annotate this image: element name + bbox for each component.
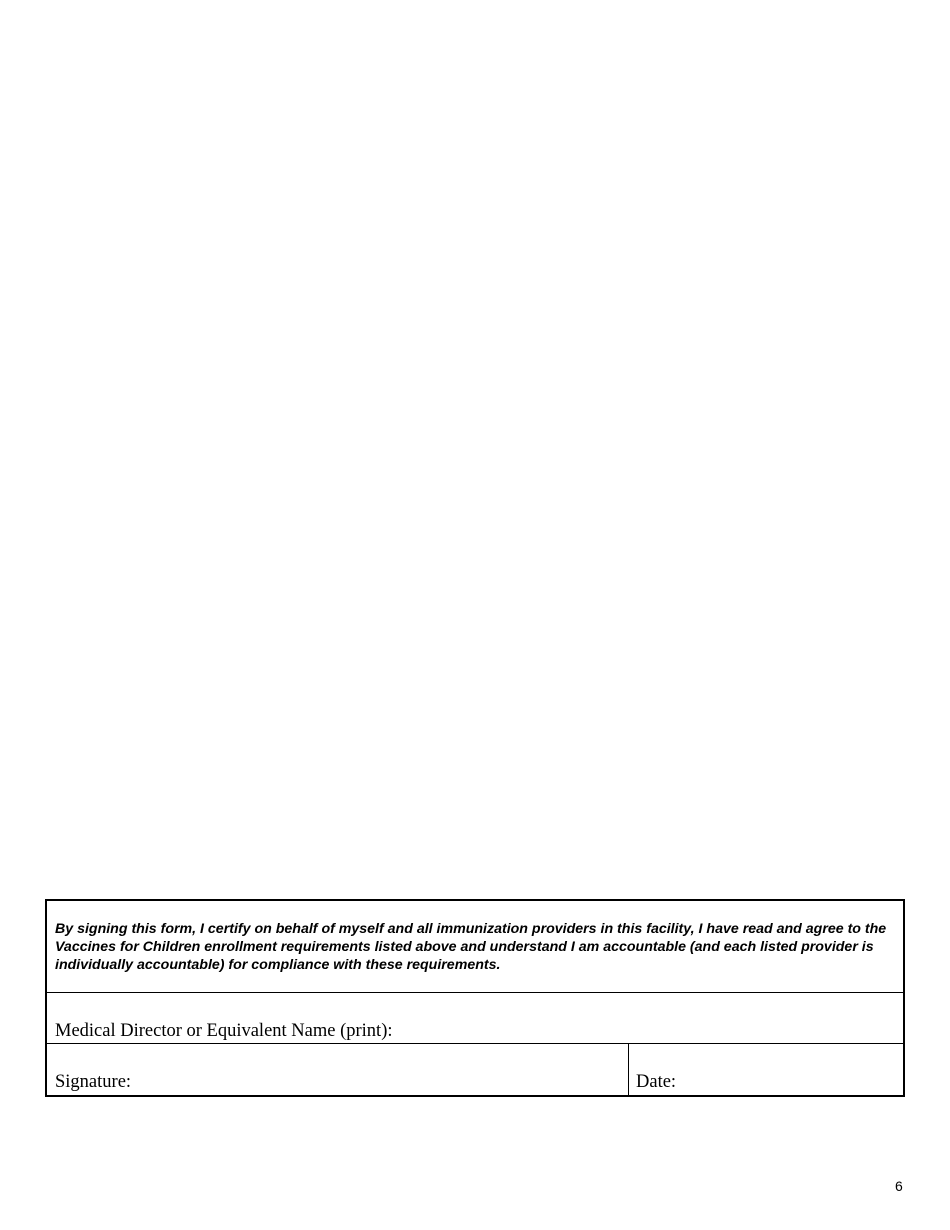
page-number: 6 bbox=[895, 1178, 903, 1194]
signature-label: Signature: bbox=[55, 1072, 132, 1092]
signature-form-box bbox=[45, 899, 905, 1097]
divider bbox=[628, 1043, 629, 1095]
divider bbox=[47, 1043, 903, 1044]
certification-statement: By signing this form, I certify on behalf of myself and all immunization providers in this facility, I have read and agree to the Vaccines for Children enrollment requirements listed above and understand I am accountable (and each listed provider is individually accountable) for compliance with these requirements. bbox=[55, 921, 887, 973]
director-name-label: Medical Director or Equivalent Name (print): bbox=[55, 1021, 393, 1041]
divider bbox=[47, 992, 903, 993]
date-label: Date: bbox=[636, 1072, 677, 1092]
